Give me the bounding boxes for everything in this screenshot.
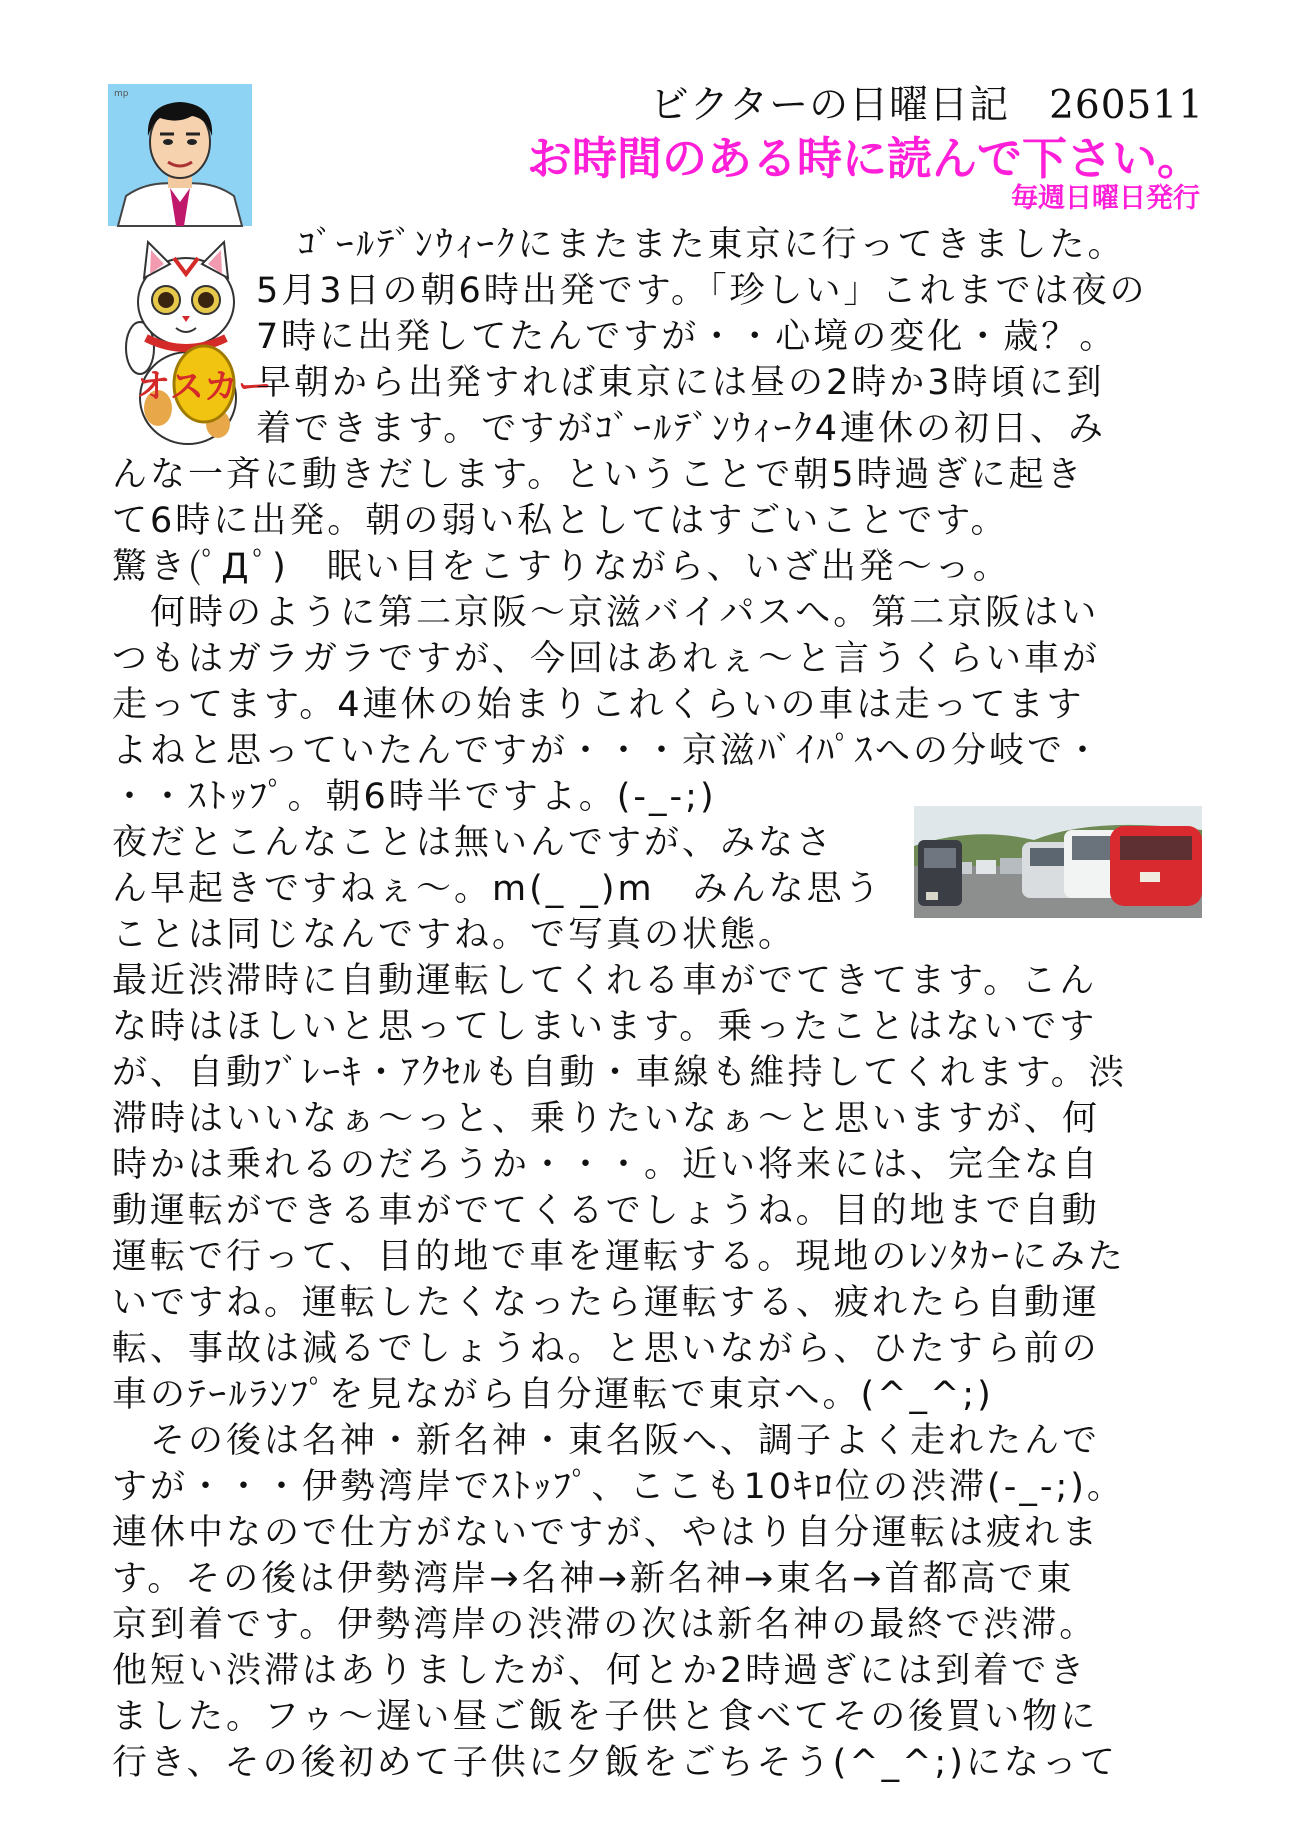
paragraph-line: つもはガラガラですが、今回はあれぇ～と言うくらい車が — [112, 639, 1101, 679]
coin-sign-text: オスカー — [136, 367, 272, 407]
paragraph-line: すが・・・伊勢湾岸でｽﾄｯﾌﾟ、ここも10ｷﾛ位の渋滞(-_-;)。 — [112, 1467, 1125, 1507]
author-avatar — [108, 84, 252, 226]
paragraph-line: 転、事故は減るでしょうね。と思いながら、ひたすら前の — [112, 1329, 1100, 1369]
paragraph-line: 車のﾃｰﾙﾗﾝﾌﾟを見ながら自分運転で東京へ。(^_^;) — [112, 1375, 994, 1415]
paragraph-line: 運転で行って、目的地で車を運転する。現地のﾚﾝﾀｶｰにみた — [112, 1237, 1126, 1277]
paragraph-line: 京到着です。伊勢湾岸の渋滞の次は新名神の最終で渋滞。 — [112, 1605, 1098, 1645]
svg-text:mp: mp — [114, 89, 129, 99]
paragraph-line: ことは同じなんですね。で写真の状態。 — [112, 915, 797, 955]
paragraph-line: 他短い渋滞はありましたが、何とか2時過ぎには到着でき — [112, 1651, 1088, 1691]
diary-title: ビクターの日曜日記 260511 — [649, 83, 1204, 128]
paragraph-line: ・・ｽﾄｯﾌﾟ。朝6時半ですよ。(-_-;) — [112, 777, 717, 817]
author-portrait-icon — [108, 84, 252, 226]
paragraph-line: 着できます。ですがｺﾞｰﾙﾃﾞﾝｳｨｰｸ4連休の初日、み — [256, 409, 1106, 449]
paragraph-line: ｺﾞｰﾙﾃﾞﾝｳｨｰｸにまたまた東京に行ってきました。 — [222, 225, 1126, 265]
paragraph-line: 驚き(ﾟДﾟ) 眠い目をこすりながら、いざ出発～っ。 — [112, 547, 1011, 587]
maneki-neko-mascot — [118, 238, 272, 450]
paragraph-line: んな一斉に動きだします。ということで朝5時過ぎに起き — [112, 455, 1085, 495]
paragraph-line: す。その後は伊勢湾岸→名神→新名神→東名→首都高で東 — [112, 1559, 1075, 1599]
paragraph-line: ん早起きですねぇ～。m(_ _)m みんな思う — [112, 869, 883, 909]
paragraph-line: 行き、その後初めて子供に夕飯をごちそう(^_^;)になって — [112, 1743, 1118, 1783]
paragraph-line: 時かは乗れるのだろうか・・・。近い将来には、完全な自 — [112, 1145, 1101, 1185]
traffic-jam-photo — [914, 806, 1202, 918]
paragraph-line: 走ってます。4連休の始まりこれくらいの車は走ってます — [112, 685, 1085, 725]
paragraph-line: 動運転ができる車がでてくるでしょうね。目的地まで自動 — [112, 1191, 1100, 1231]
paragraph-line: が、自動ﾌﾞﾚｰｷ・ｱｸｾﾙも自動・車線も維持してくれます。渋 — [112, 1053, 1127, 1093]
paragraph-line: 夜だとこんなことは無いんですが、みなさ — [112, 823, 835, 863]
traffic-jam-image-icon — [914, 806, 1202, 918]
paragraph-line: 5月3日の朝6時出発です。「珍しい」これまでは夜の — [256, 271, 1148, 311]
paragraph-line: 連休中なので仕方がないですが、やはり自分運転は疲れま — [112, 1513, 1101, 1553]
paragraph-line: 滞時はいいなぁ～っと、乗りたいなぁ～と思いますが、何 — [112, 1099, 1101, 1139]
weekly-publication-note: 毎週日曜日発行 — [1011, 183, 1200, 214]
paragraph-line: いですね。運転したくなったら運転する、疲れたら自動運 — [112, 1283, 1101, 1323]
paragraph-line: 7時に出発してたんですが・・心境の変化・歳？。 — [256, 317, 1118, 357]
paragraph-line: その後は名神・新名神・東名阪へ、調子よく走れたんで — [112, 1421, 1101, 1461]
paragraph-line: な時はほしいと思ってしまいます。乗ったことはないです — [112, 1007, 1098, 1047]
paragraph-line: 早朝から出発すれば東京には昼の2時か3時頃に到 — [256, 363, 1105, 403]
lucky-cat-icon — [118, 238, 272, 450]
paragraph-line: 最近渋滞時に自動運転してくれる車がでてきてます。こん — [112, 961, 1098, 1001]
paragraph-line: ました。フゥ～遅い昼ご飯を子供と食べてその後買い物に — [112, 1697, 1099, 1737]
paragraph-line: 何時のように第二京阪～京滋バイパスへ。第二京阪はい — [112, 593, 1100, 633]
paragraph-line: よねと思っていたんですが・・・京滋ﾊﾞｲﾊﾟｽへの分岐で・ — [112, 731, 1104, 771]
read-at-leisure-heading: お時間のある時に読んで下さい。 — [526, 132, 1202, 185]
paragraph-line: て6時に出発。朝の弱い私としてはすごいことです。 — [112, 501, 1009, 541]
